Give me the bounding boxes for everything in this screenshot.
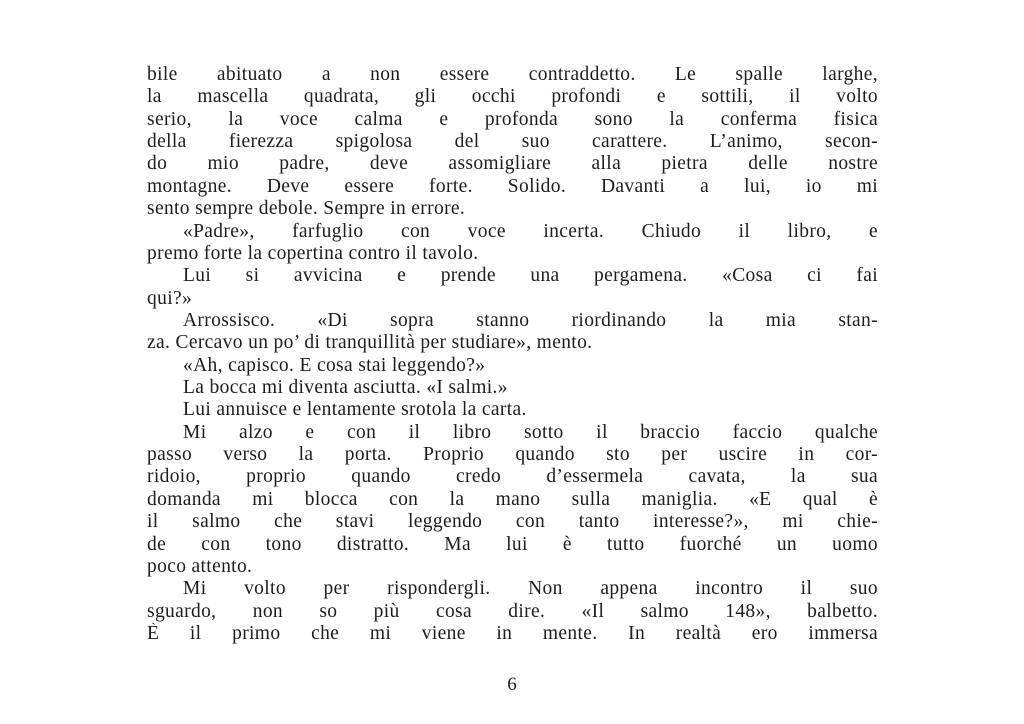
text-line: il salmo che stavi leggendo con tanto interesse?», mi chie- bbox=[147, 511, 878, 533]
text-line: ridoio, proprio quando credo d’essermela cavata, la sua bbox=[147, 466, 878, 488]
text-line: È il primo che mi viene in mente. In realtà ero immersa bbox=[147, 622, 878, 644]
page-number: 6 bbox=[507, 674, 517, 695]
text-line: sguardo, non so più cosa dire. «Il salmo 148», balbetto. bbox=[147, 600, 878, 622]
text-line: sento sempre debole. Sempre in errore. bbox=[147, 198, 466, 220]
text-line: Mi alzo e con il libro sotto il braccio faccio qualche bbox=[183, 421, 878, 443]
text-line: de con tono distratto. Ma lui è tutto fuorché un uomo bbox=[147, 533, 878, 555]
text-line: passo verso la porta. Proprio quando sto per uscire in cor- bbox=[147, 444, 878, 466]
text-line: za. Cercavo un po’ di tranquillità per studiare», mento. bbox=[147, 332, 593, 354]
text-line: Lui si avvicina e prende una pergamena. «Cosa ci fai bbox=[183, 265, 878, 287]
text-line: poco attento. bbox=[147, 555, 253, 577]
text-line: do mio padre, deve assomigliare alla pietra delle nostre bbox=[147, 153, 878, 175]
text-line: «Ah, capisco. E cosa stai leggendo?» bbox=[183, 354, 486, 376]
text-line: «Padre», farfuglio con voce incerta. Chiudo il libro, e bbox=[183, 220, 878, 242]
text-line: della fierezza spigolosa del suo carattere. L’animo, secon- bbox=[147, 131, 878, 153]
body-text bbox=[147, 64, 878, 645]
text-line: la mascella quadrata, gli occhi profondi e sottili, il volto bbox=[147, 86, 878, 108]
text-line: bile abituato a non essere contraddetto. Le spalle larghe, bbox=[147, 64, 878, 85]
text-line: serio, la voce calma e profonda sono la conferma fisica bbox=[147, 108, 878, 130]
text-line: premo forte la copertina contro il tavolo. bbox=[147, 242, 479, 264]
text-line: Lui annuisce e lentamente srotola la carta. bbox=[183, 399, 527, 421]
text-line: Arrossisco. «Di sopra stanno riordinando la mia stan- bbox=[183, 309, 878, 331]
text-line: La bocca mi diventa asciutta. «I salmi.» bbox=[183, 377, 508, 399]
text-line: Mi volto per rispondergli. Non appena incontro il suo bbox=[183, 578, 878, 600]
text-line: qui?» bbox=[147, 287, 193, 309]
text-line: domanda mi blocca con la mano sulla maniglia. «E qual è bbox=[147, 488, 878, 510]
text-line: montagne. Deve essere forte. Solido. Davanti a lui, io mi bbox=[147, 175, 878, 197]
